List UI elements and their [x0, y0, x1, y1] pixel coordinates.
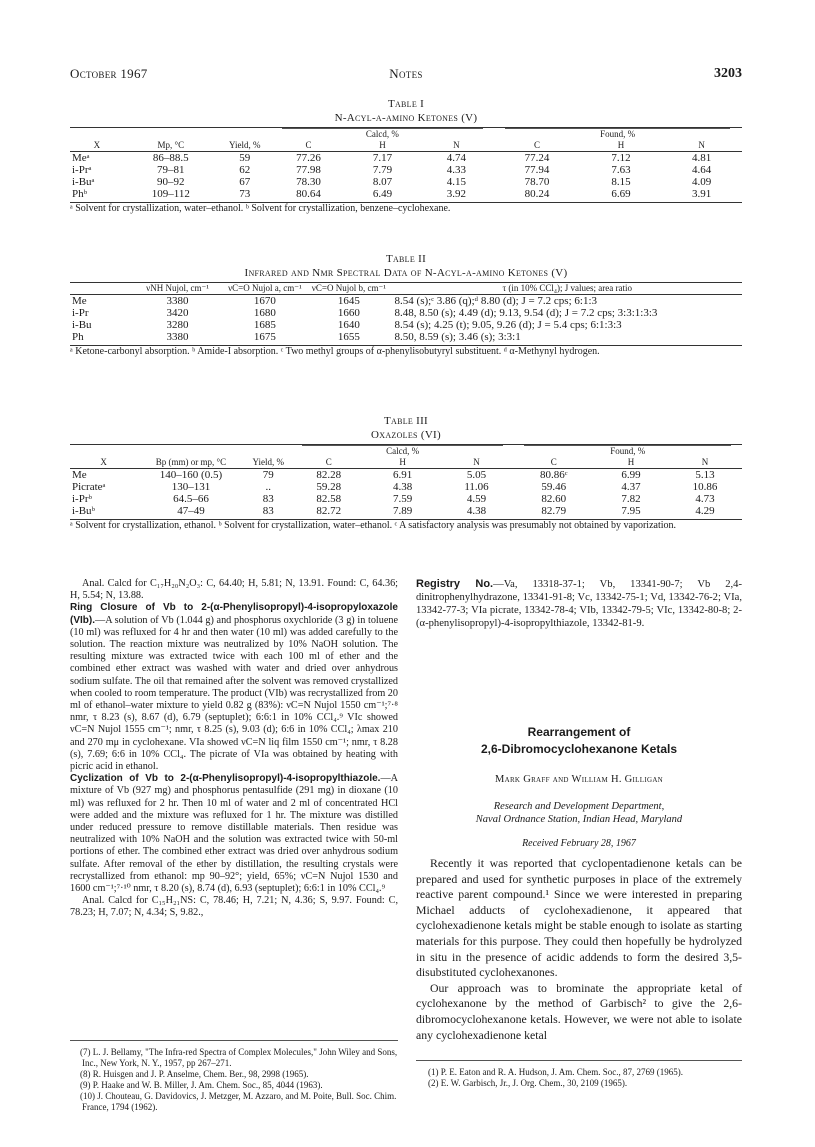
table-cell: 1655 — [337, 331, 360, 343]
table-cell: 82.28 — [316, 469, 342, 481]
table-cell: 90–92 — [157, 176, 185, 188]
table-row — [70, 319, 742, 331]
table-cell: .. — [265, 481, 271, 493]
table-cell: 3380 — [166, 331, 189, 343]
table-row — [70, 505, 742, 517]
table-cell: 47–49 — [177, 505, 205, 517]
table-3-header: H — [399, 457, 406, 467]
table-1-header: H — [379, 140, 386, 150]
running-head-section: Notes — [389, 66, 423, 81]
table-row — [70, 176, 742, 188]
article-title-line: 2,6-Dibromocyclohexanone Ketals — [480, 742, 678, 756]
table-1-header: H — [617, 140, 625, 150]
table-cell: 77.26 — [296, 152, 321, 164]
table-cell: 8.54 (s); 4.25 (t); 9.05, 9.26 (d); J = 5.4 cps; 6:1:3:3 — [394, 319, 622, 331]
table-3-header: N — [701, 457, 709, 467]
table-cell: 140–160 (0.5) — [159, 469, 223, 481]
right-footnotes — [416, 1060, 742, 1089]
footnote: (1) P. E. Eaton and R. A. Hudson, J. Am. Chem. Soc., 87, 2769 (1965). — [428, 1067, 683, 1077]
table-2-grid — [70, 282, 742, 343]
table-cell: 4.29 — [695, 505, 715, 517]
table-cell: 4.38 — [392, 481, 413, 493]
table-row — [70, 164, 742, 176]
footnote: (10) J. Chouteau, G. Davidovics, J. Metzger, M. Azzaro, and M. Poite, Bull. Soc. Chim. France, 1794 (1962). — [80, 1091, 397, 1112]
table-1-label: Table I — [387, 98, 425, 110]
table-cell: i-Buᵇ — [72, 505, 95, 517]
table-cell: 10.86 — [692, 481, 718, 493]
affiliation-line: Research and Development Department, — [493, 801, 665, 812]
table-2-body — [70, 295, 742, 344]
table-cell: 3420 — [166, 307, 189, 319]
section-body: —A solution of Vb (1.044 g) and phosphorus oxychloride (3 g) in toluene (10 ml) was refluxed for 4 hr and then water (10 ml) was added carefully to the solution. The reaction mixture was neutralized by 10% NaOH solution. The resulting mixture was extracted twice with each 100 ml of ether and the combined ether extract was washed with water and dried over anhydrous sodium sulfate. The oil that remained after the solvent was removed crystallized when cooled to room temperature. The product (VIb) was recrystallized from 20 ml of ethanol–water mixture to yield 0.82 g (83%): νC=N Nujol 1550 cm⁻¹;⁷·⁸ nmr, τ 8.23 (s), 8.67 (d), 6.79 (septuplet); 6:6:1 in 10% CCl₄.⁹ VIc showed νC=N Nujol 1555 cm⁻¹; nmr, τ 8.25 (s), 9.03 (d); 6:6 in 10% CCl₄; λmax 210 and 270 mμ in cyclohexane. VIa showed νC=N liq film 1550 cm⁻¹; nmr, τ 8.28 (s), 7.69; 6:6 in 10% CCl₄. The picrate of VIa was obtained by heating with picric acid in ethanol. — [70, 614, 398, 773]
table-cell: Me — [72, 295, 87, 307]
table-1-title: N-Acyl-α-amino Ketones (V) — [334, 112, 478, 124]
table-3-body — [70, 469, 742, 518]
registry-block — [416, 578, 742, 630]
registry-paragraph — [416, 578, 742, 630]
table-2-header: νNH Nujol, cm⁻¹ — [146, 283, 209, 293]
table-3-found-label: Found, % — [524, 445, 731, 457]
table-cell: 86–88.5 — [152, 152, 189, 164]
table-cell: 80.24 — [524, 188, 550, 200]
table-1-header: Yield, % — [228, 140, 261, 150]
registry-label: Registry No. — [416, 578, 494, 590]
left-column — [70, 578, 398, 920]
table-cell: 4.59 — [466, 493, 487, 505]
table-cell: 4.37 — [621, 481, 641, 493]
table-3-calcd-label: Calcd, % — [302, 445, 502, 457]
table-cell: 130–131 — [171, 481, 211, 493]
table-2-header: νC=O Nujol b, cm⁻¹ — [311, 283, 386, 293]
article-paragraph: Our approach was to brominate the appropriate ketal of cyclohexanone by the method of Garbisch² to give the 2,6-dibromocyclohexanone ketals. However, we were not able to isolate any cyclohexadienone ketal — [416, 980, 742, 1042]
table-cell: 83 — [262, 493, 274, 505]
table-1-header: N — [453, 140, 460, 150]
table-cell: 1675 — [253, 331, 276, 343]
table-3-header: C — [325, 457, 332, 467]
table-cell: 82.79 — [541, 505, 567, 517]
table-row — [70, 469, 742, 482]
table-1-header: Mp, °C — [157, 140, 185, 150]
table-3-label: Table III — [383, 415, 429, 427]
table-cell: 11.06 — [464, 481, 489, 493]
table-cell: i-Pr — [72, 307, 89, 319]
table-cell: 7.63 — [611, 164, 631, 176]
running-head — [70, 66, 742, 82]
table-cell: 67 — [239, 176, 251, 188]
table-cell: 59.28 — [316, 481, 342, 493]
table-3-grid — [70, 444, 742, 517]
table-2-header: τ (in 10% CCl₄); J values; area ratio — [502, 283, 632, 293]
table-3-footnote: ᵃ Solvent for crystallization, ethanol. ᵇ Solvent for crystallization, water–ethanol. ᶜ A satisfactory analysis was presumably not obtained by vaporization. — [70, 519, 742, 532]
table-row — [70, 188, 742, 200]
running-head-date: October 1967 — [70, 66, 148, 81]
footnote: (9) P. Haake and W. B. Miller, J. Am. Chem. Soc., 85, 4044 (1963). — [80, 1080, 323, 1090]
registry-text: —Va, 13318-37-1; Vb, 13341-90-7; Vb 2,4-dinitrophenylhydrazone, 13341-91-8; Vc, 13342-75-1; Vd, 13342-76-2; VIa, 13342-77-3; VIa picrate, 13342-78-4; VIb, 13342-79-5; VIc, 13342-80-8; 2-(α-phenylisopropyl)-4-isopropylthiazole, 13342-81-9. — [416, 579, 742, 629]
table-cell: 8.48, 8.50 (s); 4.49 (d); 9.13, 9.54 (d); J = 7.2 cps; 3:3:1:3:3 — [394, 307, 658, 319]
table-3-header: C — [550, 457, 557, 467]
table-cell: 4.64 — [692, 164, 712, 176]
table-3-header: Bp (mm) or mp, °C — [155, 457, 227, 467]
table-1-header: X — [93, 140, 101, 150]
table-cell: 1640 — [337, 319, 360, 331]
table-cell: 8.54 (s);ᶜ 3.86 (q);ᵈ 8.80 (d); J = 7.2 cps; 6:1:3 — [394, 295, 598, 307]
table-cell: 4.38 — [466, 505, 487, 517]
table-cell: 59 — [239, 152, 251, 164]
table-cell: 82.72 — [316, 505, 342, 517]
footnote: (2) E. W. Garbisch, Jr., J. Org. Chem., 30, 2109 (1965). — [428, 1078, 628, 1088]
table-cell: 7.89 — [392, 505, 413, 517]
table-1-body — [70, 152, 742, 201]
table-cell: 1645 — [337, 295, 360, 307]
table-cell: 7.95 — [621, 505, 641, 517]
table-3-header: N — [473, 457, 480, 467]
table-cell: 62 — [239, 164, 251, 176]
table-row — [70, 152, 742, 165]
table-2-header — [70, 283, 130, 295]
article-title-line: Rearrangement of — [527, 725, 631, 739]
table-2-title: Infrared and Nmr Spectral Data of N-Acyl-α-amino Ketones (V) — [244, 267, 568, 279]
table-cell: Picrateᵃ — [72, 481, 106, 493]
section-body: —A mixture of Vb (927 mg) and phosphorus pentasulfide (291 mg) in dioxane (10 ml) was refluxed for 2 hr. Then 10 ml of water and 2 ml of concentrated HCl were added and the mixture was refluxed for 1 hr. The mixture was distilled under reduced pressure to remove distillable materials. Then residue was neutralized with 10% NaOH and the solution was extracted twice with 50-ml portions of ether. The combined ether extract was dried over anhydrous sodium sulfate. After removal of the ether by distillation, the resulting crystals were recrystallized from ethanol: mp 90–92°; yield, 65%; νC=N Nujol 1530 and 1600 cm⁻¹;⁷·¹⁰ nmr, τ 8.20 (s), 8.74 (d), 6.93 (septuplet); 6:6:1 in 10% CCl₄.⁹ — [70, 773, 398, 895]
table-3-header: X — [100, 457, 107, 467]
table-cell: 7.59 — [392, 493, 413, 505]
table-cell: 109–112 — [151, 188, 190, 200]
table-cell: 77.98 — [296, 164, 321, 176]
table-cell: 4.81 — [692, 152, 712, 164]
article-title — [416, 724, 742, 758]
table-cell: 8.15 — [611, 176, 631, 188]
table-row — [70, 493, 742, 505]
article-paragraph: Recently it was reported that cyclopentadienone ketals can be prepared and used for synthetic purposes in place of the extremely reactive parent compound.¹ Since we were interested in preparing Michael adducts of cyclohexadienone, it appeared that cyclohexadienone ketals might be stable enough to isolate as starting materials for this purpose. They could then hopefully be hydrolyzed in situ in the presence of acidic addends to form the desired 3,5-disubstituted cyclohexanones. — [416, 856, 742, 980]
table-cell: 3.92 — [446, 188, 466, 200]
table-1-header: N — [698, 140, 705, 150]
table-cell: 4.74 — [446, 152, 466, 164]
table-2 — [70, 252, 742, 358]
table-cell: 6.69 — [611, 188, 631, 200]
table-cell: 78.70 — [524, 176, 550, 188]
table-cell: Meᵃ — [72, 152, 90, 164]
article-affiliation — [416, 800, 742, 826]
cyclization-section — [70, 773, 398, 895]
table-cell: 82.60 — [541, 493, 567, 505]
table-cell: 73 — [239, 188, 251, 200]
table-row — [70, 481, 742, 493]
table-cell: i-Buᵃ — [72, 176, 95, 188]
table-1-header: C — [533, 140, 540, 150]
affiliation-line: Naval Ordnance Station, Indian Head, Maryland — [475, 814, 683, 825]
table-cell: 79 — [262, 469, 274, 481]
table-cell: 4.33 — [446, 164, 466, 176]
table-1-found-label: Found, % — [505, 128, 730, 140]
table-2-footnote: ᵃ Ketone-carbonyl absorption. ᵇ Amide-I absorption. ᶜ Two methyl groups of α-phenylisobutyryl substituent. ᵈ α-Methynyl hydrogen. — [70, 345, 742, 358]
table-cell: 59.46 — [541, 481, 567, 493]
table-1-grid — [70, 127, 742, 200]
ring-closure-section — [70, 602, 398, 773]
table-cell: 4.09 — [692, 176, 712, 188]
table-cell: 80.64 — [296, 188, 321, 200]
table-cell: 6.99 — [621, 469, 641, 481]
table-cell: 78.30 — [296, 176, 321, 188]
table-cell: 8.07 — [372, 176, 393, 188]
table-cell: 1670 — [253, 295, 276, 307]
table-cell: 1685 — [253, 319, 276, 331]
page-number: 3203 — [714, 66, 742, 81]
article-authors: Mark Graff and William H. Gilligan — [494, 774, 664, 785]
table-cell: 8.50, 8.59 (s); 3.46 (s); 3:3:1 — [394, 331, 521, 343]
table-3 — [70, 414, 742, 532]
table-cell: 77.24 — [524, 152, 550, 164]
table-cell: 77.94 — [524, 164, 550, 176]
table-2-label: Table II — [385, 253, 427, 265]
section-heading: Ring Closure of Vb to 2-(α-Phenylisopropyl)-4-isopropyloxazole (VIb). — [70, 602, 398, 626]
table-cell: 80.86ᶜ — [539, 469, 568, 481]
table-row — [70, 295, 742, 308]
table-3-header: Yield, % — [252, 457, 284, 467]
table-cell: 3380 — [166, 295, 189, 307]
table-2-header: νC=O Nujol a, cm⁻¹ — [228, 283, 302, 293]
table-cell: 3280 — [166, 319, 189, 331]
table-cell: 82.58 — [316, 493, 342, 505]
table-1-header: C — [305, 140, 312, 150]
table-cell: 64.5–66 — [173, 493, 209, 505]
footnote: (7) L. J. Bellamy, "The Infra-red Spectra of Complex Molecules," John Wiley and Sons, Inc., New York, N. Y., 1957, pp 267–271. — [80, 1047, 398, 1068]
table-cell: Me — [72, 469, 87, 481]
table-cell: 79–81 — [157, 164, 185, 176]
table-3-title: Oxazoles (VI) — [371, 429, 441, 441]
left-footnotes — [70, 1040, 398, 1113]
table-cell: 3.91 — [692, 188, 712, 200]
table-cell: 83 — [262, 505, 274, 517]
table-cell: 4.15 — [446, 176, 466, 188]
table-cell: 7.79 — [372, 164, 393, 176]
table-cell: Phᵇ — [72, 188, 88, 200]
table-cell: 6.49 — [372, 188, 393, 200]
table-row — [70, 307, 742, 319]
section-heading: Cyclization of Vb to 2-(α-Phenylisopropyl)-4-isopropylthiazole. — [70, 773, 381, 785]
table-cell: 6.91 — [392, 469, 413, 481]
table-cell: 7.82 — [621, 493, 641, 505]
table-cell: 5.05 — [466, 469, 487, 481]
table-cell: Ph — [72, 331, 84, 343]
table-cell: i-Prᵃ — [72, 164, 92, 176]
table-row — [70, 331, 742, 343]
received-date: Received February 28, 1967 — [522, 838, 636, 849]
table-3-header: H — [627, 457, 635, 467]
table-cell: 1660 — [337, 307, 360, 319]
table-1-calcd-label: Calcd, % — [282, 128, 482, 140]
table-cell: 7.17 — [372, 152, 393, 164]
article-body — [416, 856, 742, 1043]
analysis-paragraph: Anal. Calcd for C₁₅H₂₁NS: C, 78.46; H, 7.21; N, 4.36; S, 9.97. Found: C, 78.23; H, 7.07; N, 4.34; S, 9.82., — [70, 895, 398, 919]
table-1 — [70, 97, 742, 215]
table-cell: 1680 — [253, 307, 276, 319]
table-1-footnote: ᵃ Solvent for crystallization, water–ethanol. ᵇ Solvent for crystallization, benzene–cyclohexane. — [70, 202, 742, 215]
table-cell: 5.13 — [695, 469, 715, 481]
table-cell: 7.12 — [611, 152, 631, 164]
footnote: (8) R. Huisgen and J. P. Anselme, Chem. Ber., 98, 2998 (1965). — [80, 1069, 309, 1079]
table-cell: i-Bu — [72, 319, 92, 331]
analysis-paragraph: Anal. Calcd for C₁₇H₂₀N₂O₃: C, 64.40; H, 5.81; N, 13.91. Found: C, 64.36; H, 5.54; N, 13.88. — [70, 578, 398, 602]
table-cell: i-Prᵇ — [72, 493, 92, 505]
table-cell: 4.73 — [695, 493, 715, 505]
